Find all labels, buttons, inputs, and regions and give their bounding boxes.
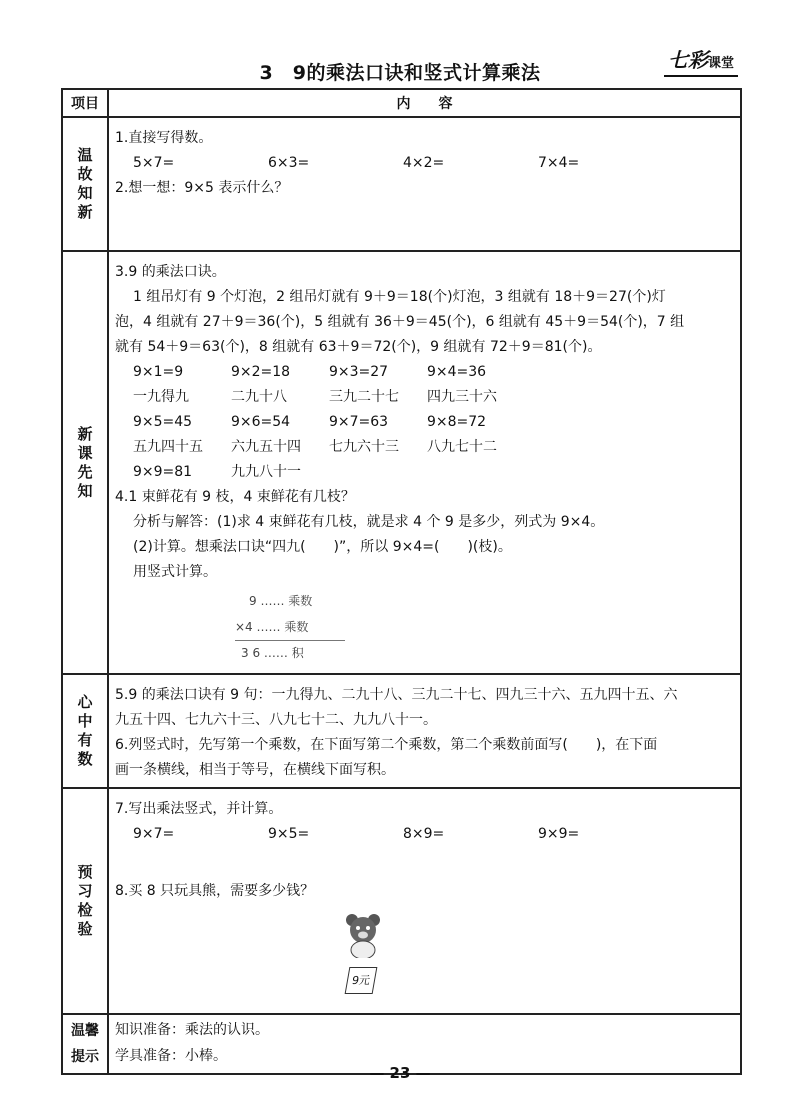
- paragraph: 泡，4 组就有 27＋9＝36(个)，5 组就有 36＋9＝45(个)，6 组就有 45＋9＝54(个)，7 组: [115, 314, 685, 330]
- q7-item: 9×5=: [268, 826, 310, 842]
- q7-item: 9×9=: [538, 826, 580, 842]
- brand-logo: [664, 44, 738, 77]
- multiplication-table: [115, 360, 736, 485]
- table-cell: 九九八十一: [231, 464, 301, 480]
- table-cell: 9×7=63: [329, 414, 389, 430]
- q1-item: 7×4=: [538, 155, 580, 171]
- bear-icon: [343, 912, 383, 958]
- table-cell: 9×1=9: [133, 364, 184, 380]
- q7-item: 9×7=: [133, 826, 175, 842]
- q1-items: [115, 151, 736, 176]
- vertical-line: ×4 …… 乘数: [235, 615, 345, 641]
- table-cell: 9×6=54: [231, 414, 291, 430]
- answer-line: (2)计算。想乘法口诀“四九( )”，所以 9×4=( )(枝)。: [133, 539, 512, 555]
- text-line: 画一条横线，相当于等号，在横线下面写积。: [115, 762, 395, 778]
- table-cell: 9×4=36: [427, 364, 487, 380]
- text-line: 6.列竖式时，先写第一个乘数，在下面写第二个乘数，第二个乘数前面写( )，在下面: [115, 737, 658, 753]
- answer-line: 用竖式计算。: [133, 564, 217, 580]
- tip-line: 学具准备：小棒。: [115, 1048, 227, 1064]
- question-3: 3.9 的乘法口诀。: [115, 264, 226, 280]
- page-title: 3 9的乘法口诀和竖式计算乘法: [259, 62, 541, 84]
- table-cell: 五九四十五: [133, 439, 203, 455]
- question-2: 2.想一想：9×5 表示什么？: [115, 180, 289, 196]
- tips-label-1: 温馨: [71, 1023, 99, 1039]
- table-cell: 9×9=81: [133, 464, 193, 480]
- table-cell: 二九十八: [231, 389, 287, 405]
- q7-item: 8×9=: [403, 826, 445, 842]
- tip-line: 知识准备：乘法的认识。: [115, 1022, 269, 1038]
- teddy-bear-image: [343, 912, 387, 994]
- question-7: 7.写出乘法竖式，并计算。: [115, 801, 283, 817]
- table-cell: 一九得九: [133, 389, 189, 405]
- q1-item: 5×7=: [133, 155, 175, 171]
- paragraph: 就有 54＋9＝63(个)，8 组就有 63＋9＝72(个)，9 组就有 72＋9＝81(个)。: [115, 339, 602, 355]
- text-line: 九五十四、七九六十三、八九七十二、九九八十一。: [115, 712, 437, 728]
- table-cell: 9×8=72: [427, 414, 487, 430]
- table-cell: 三九二十七: [329, 389, 399, 405]
- question-8: 8.买 8 只玩具熊，需要多少钱？: [115, 883, 315, 899]
- header-content: 内 容: [108, 89, 741, 117]
- page-number: — 23 —: [369, 1064, 431, 1082]
- question-4: 4.1 束鲜花有 9 枝，4 束鲜花有几枝？: [115, 489, 355, 505]
- vertical-line: 3 6 …… 积: [241, 646, 304, 660]
- q1-item: 4×2=: [403, 155, 445, 171]
- table-cell: 9×3=27: [329, 364, 389, 380]
- paragraph: 1 组吊灯有 9 个灯泡，2 组吊灯就有 9＋9＝18(个)灯泡，3 组就有 18＋9＝27(个)灯: [133, 289, 666, 305]
- worksheet-table: [61, 88, 742, 1075]
- section-check: [108, 788, 741, 1014]
- tips-label-2: 提示: [71, 1049, 99, 1065]
- section-label-mind: 心中有数: [77, 693, 93, 768]
- section-new: [108, 251, 741, 674]
- price-tag: 9元: [345, 967, 378, 994]
- brand-main: 七彩: [667, 48, 708, 72]
- table-cell: 9×5=45: [133, 414, 193, 430]
- table-cell: 七九六十三: [329, 439, 399, 455]
- q1-item: 6×3=: [268, 155, 310, 171]
- section-label-check: 预习检验: [77, 863, 93, 938]
- text-line: 5.9 的乘法口诀有 9 句：一九得九、二九十八、三九二十七、四九三十六、五九四十五、六: [115, 687, 678, 703]
- vertical-calculation: [235, 585, 736, 669]
- section-label-new: 新课先知: [77, 424, 93, 500]
- section-review: [108, 117, 741, 251]
- vertical-line: 9 …… 乘数: [249, 594, 313, 608]
- table-cell: 六九五十四: [231, 439, 301, 455]
- header-item: 项目: [62, 89, 108, 117]
- answer-line: 分析与解答：(1)求 4 束鲜花有几枝，就是求 4 个 9 是多少，列式为 9×4。: [133, 514, 605, 530]
- section-mind: [108, 674, 741, 788]
- table-cell: 八九七十二: [427, 439, 497, 455]
- section-label-review: 温故知新: [77, 146, 93, 221]
- question-1: 1.直接写得数。: [115, 130, 213, 146]
- q7-items: [115, 822, 736, 847]
- table-cell: 四九三十六: [427, 389, 497, 405]
- table-cell: 9×2=18: [231, 364, 291, 380]
- brand-sub: 课堂: [707, 56, 734, 71]
